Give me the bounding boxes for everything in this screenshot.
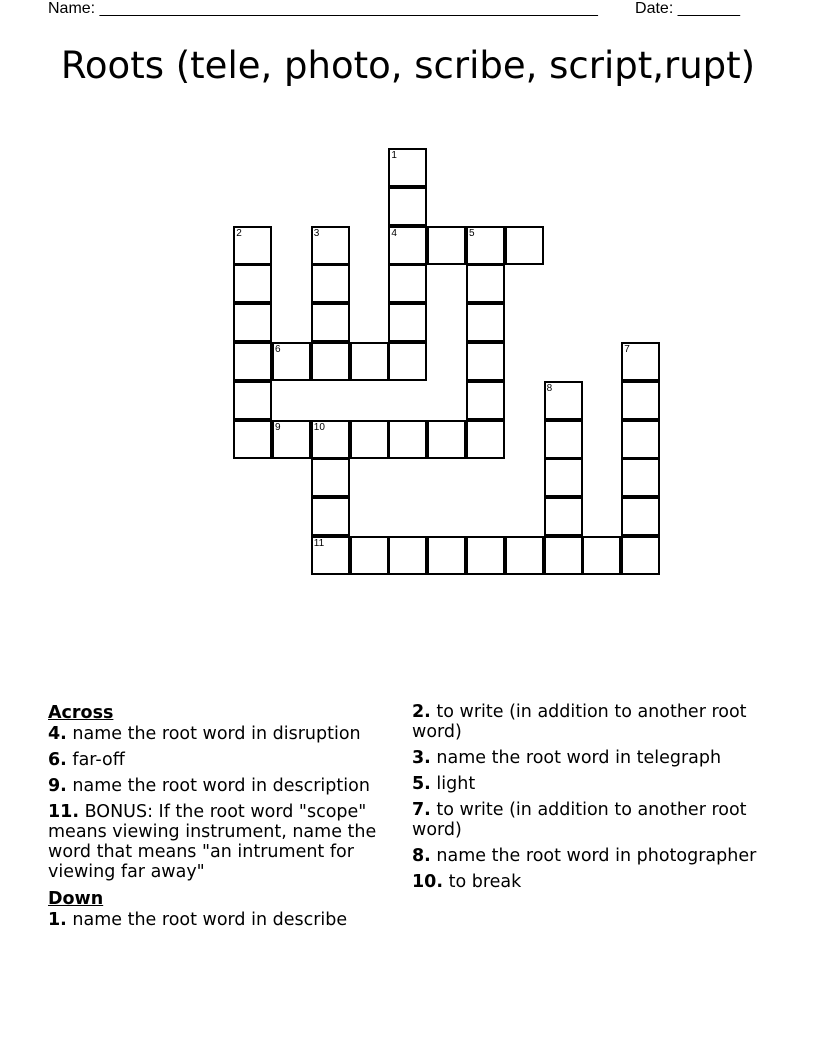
clue-number: 5 — [469, 227, 475, 239]
grid-cell[interactable] — [544, 458, 583, 497]
grid-cell[interactable] — [388, 342, 427, 381]
grid-cell[interactable] — [466, 303, 505, 342]
grid-cell[interactable] — [388, 303, 427, 342]
clue-item — [48, 910, 393, 930]
clue-item-number: 6. — [48, 750, 67, 770]
clues-right-column — [412, 702, 757, 898]
grid-cell[interactable] — [466, 420, 505, 459]
down-heading: Down — [48, 889, 104, 909]
clue-item-text: to break — [448, 872, 522, 892]
clues-left-column — [48, 702, 393, 936]
grid-cell[interactable] — [311, 420, 350, 459]
grid-cell[interactable] — [311, 303, 350, 342]
clue-item — [412, 748, 757, 768]
grid-cell[interactable] — [350, 342, 389, 381]
clue-item-text: BONUS: If the root word "scope" means viewing instrument, name the word that means "an intrument for viewing far away" — [48, 802, 377, 882]
clue-number: 2 — [236, 227, 242, 239]
grid-cell[interactable] — [466, 342, 505, 381]
clue-item-number: 8. — [412, 846, 431, 866]
clue-item-number: 10. — [412, 872, 444, 892]
clue-number: 1 — [391, 150, 397, 161]
clue-item-text: name the root word in disruption — [72, 724, 361, 744]
clue-number: 7 — [624, 344, 630, 355]
grid-cell[interactable] — [311, 536, 350, 575]
down-clue-list-continued — [412, 702, 757, 892]
date-field: Date: _______ — [635, 0, 740, 17]
grid-cell[interactable] — [311, 226, 350, 265]
clue-item-number: 5. — [412, 774, 431, 794]
clue-item — [412, 702, 757, 742]
page-title: Roots (tele, photo, scribe, script,rupt) — [60, 44, 756, 87]
grid-cell[interactable] — [233, 381, 272, 420]
grid-cell[interactable] — [621, 497, 660, 536]
clue-item — [412, 846, 757, 866]
grid-cell[interactable] — [388, 187, 427, 226]
clue-item-text: name the root word in photographer — [436, 846, 757, 866]
grid-cell[interactable] — [621, 458, 660, 497]
grid-cell[interactable] — [350, 536, 389, 575]
clue-item-text: to write (in addition to another root word) — [412, 800, 747, 840]
clue-item — [48, 802, 393, 882]
grid-cell[interactable] — [311, 458, 350, 497]
down-clue-list — [48, 910, 393, 930]
clue-item-text: name the root word in description — [72, 776, 370, 796]
clue-item — [48, 750, 393, 770]
clue-item-number: 1. — [48, 910, 67, 930]
grid-cell[interactable] — [505, 226, 544, 265]
clue-item — [412, 800, 757, 840]
clue-item-text: light — [436, 774, 476, 794]
clue-item-text: far-off — [72, 750, 125, 770]
grid-cell[interactable] — [311, 497, 350, 536]
clue-number: 9 — [275, 421, 281, 433]
grid-cell[interactable] — [233, 226, 272, 265]
across-clue-list — [48, 724, 393, 882]
grid-cell[interactable] — [233, 303, 272, 342]
grid-cell[interactable] — [466, 264, 505, 303]
grid-cell[interactable] — [544, 381, 583, 420]
grid-cell[interactable] — [621, 381, 660, 420]
grid-cell[interactable] — [427, 226, 466, 265]
clue-number: 10 — [313, 421, 325, 433]
clue-item-text: name the root word in describe — [72, 910, 348, 930]
grid-cell[interactable] — [350, 420, 389, 459]
grid-cell[interactable] — [505, 536, 544, 575]
grid-cell[interactable] — [388, 536, 427, 575]
grid-cell[interactable] — [272, 342, 311, 381]
across-heading: Across — [48, 703, 114, 723]
grid-cell[interactable] — [388, 264, 427, 303]
clue-number: 6 — [275, 344, 281, 355]
clue-item-number: 11. — [48, 802, 80, 822]
grid-cell[interactable] — [311, 342, 350, 381]
grid-cell[interactable] — [388, 420, 427, 459]
grid-cell[interactable] — [621, 420, 660, 459]
clue-number: 11 — [313, 538, 325, 549]
clue-item — [412, 872, 757, 892]
grid-cell[interactable] — [427, 536, 466, 575]
clue-number: 3 — [313, 227, 320, 239]
grid-cell[interactable] — [544, 536, 583, 575]
grid-cell[interactable] — [427, 420, 466, 459]
clue-item-number: 3. — [412, 748, 431, 768]
clue-item-text: to write (in addition to another root word) — [412, 702, 747, 742]
clue-item-number: 7. — [412, 800, 431, 820]
name-field: Name: ________________________________________________________ — [48, 0, 598, 17]
grid-cell[interactable] — [233, 420, 272, 459]
grid-cell[interactable] — [272, 420, 311, 459]
grid-cell[interactable] — [233, 264, 272, 303]
grid-cell[interactable] — [621, 536, 660, 575]
grid-cell[interactable] — [466, 381, 505, 420]
grid-cell[interactable] — [466, 226, 505, 265]
grid-cell[interactable] — [466, 536, 505, 575]
grid-cell[interactable] — [544, 420, 583, 459]
clue-item-number: 9. — [48, 776, 67, 796]
clue-item-number: 2. — [412, 702, 431, 722]
grid-cell[interactable] — [582, 536, 621, 575]
clue-item-number: 4. — [48, 724, 67, 744]
grid-cell[interactable] — [388, 148, 427, 187]
grid-cell[interactable] — [233, 342, 272, 381]
clue-item — [48, 724, 393, 744]
clue-number: 4 — [391, 227, 397, 239]
grid-cell[interactable] — [544, 497, 583, 536]
clue-number: 8 — [546, 382, 553, 394]
clue-item-text: name the root word in telegraph — [436, 748, 722, 768]
grid-cell[interactable] — [621, 342, 660, 381]
grid-cell[interactable] — [388, 226, 427, 265]
clue-item — [48, 776, 393, 796]
grid-cell[interactable] — [311, 264, 350, 303]
clue-item — [412, 774, 757, 794]
